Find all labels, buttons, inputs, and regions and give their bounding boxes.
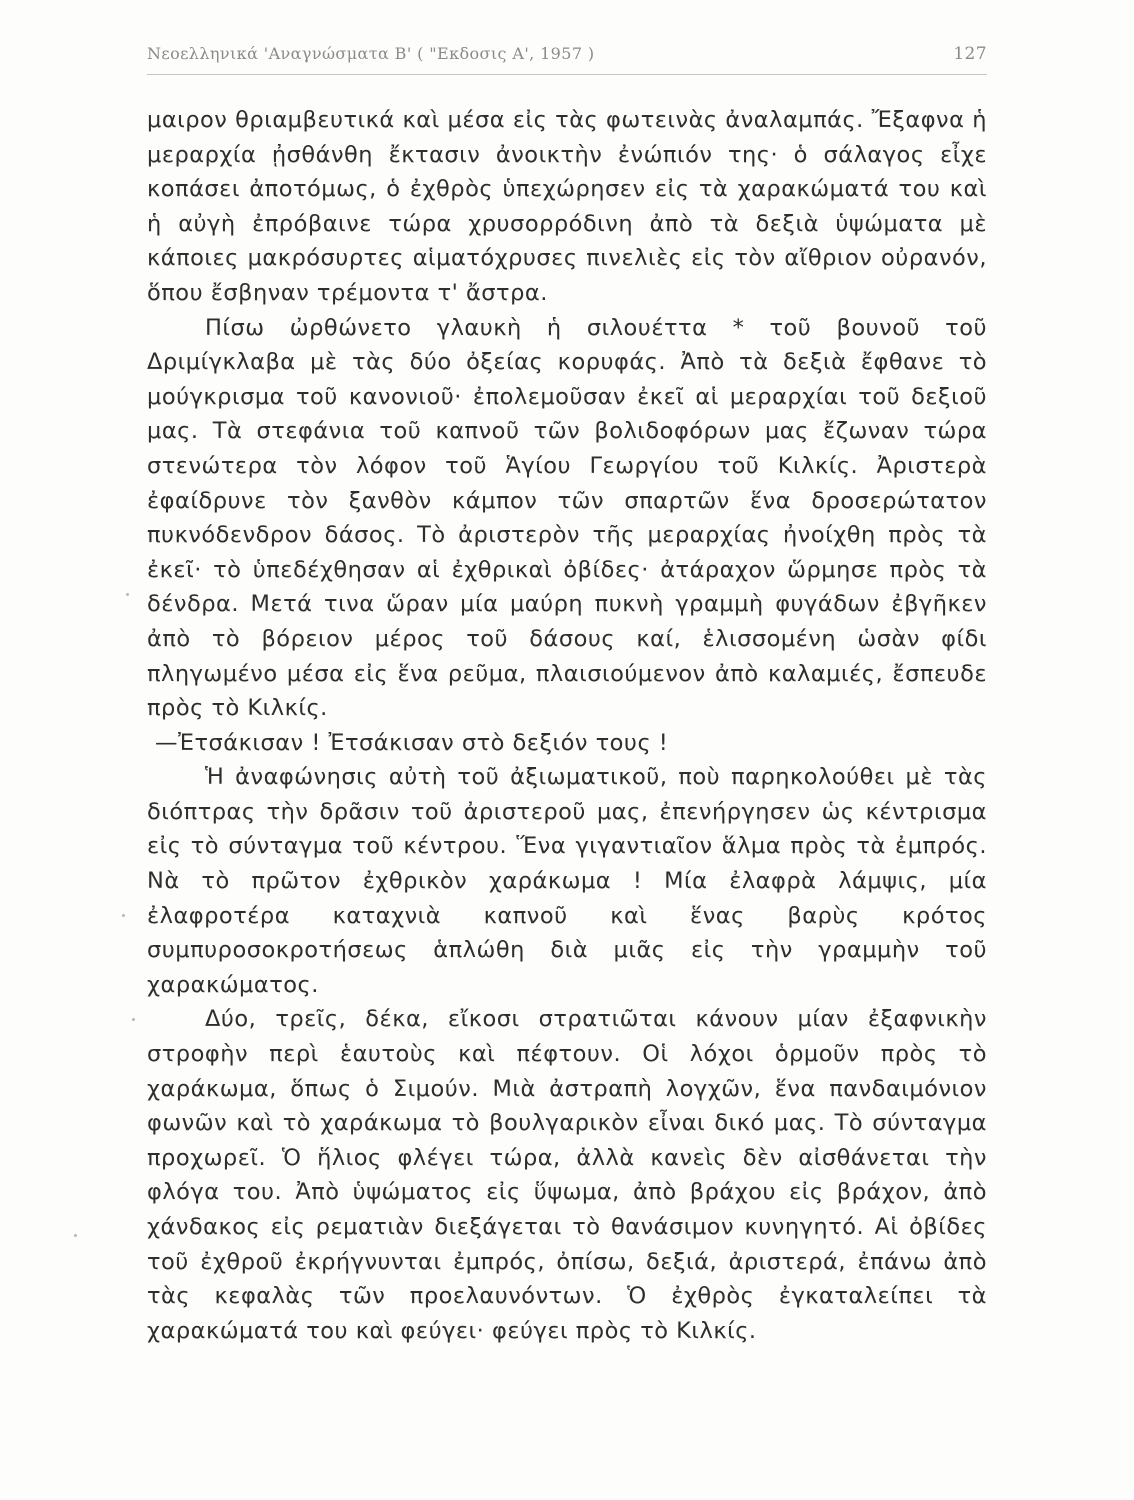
scan-speck [132,1018,135,1021]
book-title: Νεοελληνικά 'Αναγνώσματα Β' ( "Εκδοσις Α', 1957 ) [147,44,595,63]
page-body [147,103,987,1348]
paragraph-assault: Δύο, τρεῖς, δέκα, εἴκοσι στρατιῶται κάνουν μίαν ἐξαφνικὴν στροφὴν περὶ ἑαυτοὺς καὶ πέφτουν. Οἱ λόχοι ὁρμοῦν πρὸς τὸ χαράκωμα, ὅπως ὁ Σιμούν. Μιὰ ἀστραπὴ λογχῶν, ἕνα πανδαιμόνιον φωνῶν καὶ τὸ χαράκωμα τὸ βουλγαρικὸν εἶναι δικό μας. Τὸ σύνταγμα προχωρεῖ. Ὁ ἥλιος φλέγει τώρα, ἀλλὰ κανεὶς δὲν αἰσθάνεται τὴν φλόγα του. Ἀπὸ ὑψώματος εἰς ὕψωμα, ἀπὸ βράχου εἰς βράχον, ἀπὸ χάνδακος εἰς ρεματιὰν διεξάγεται τὸ θανάσιμον κυνηγητό. Αἱ ὀβίδες τοῦ ἐχθροῦ ἐκρήγνυνται ἐμπρός, ὀπίσω, δεξιά, ἀριστερά, ἐπάνω ἀπὸ τὰς κεφαλὰς τῶν προελαυνόντων. Ὁ ἐχθρὸς ἐγκαταλείπει τὰ χαρακώματά του καὶ φεύγει· φεύγει πρὸς τὸ Κιλκίς. [147,1006,987,1344]
running-header [147,40,987,70]
paragraph-silhouette: Πίσω ὠρθώνετο γλαυκὴ ἡ σιλουέττα * τοῦ βουνοῦ τοῦ Δριμίγκλαβα μὲ τὰς δύο ὀξείας κορυφάς. Ἀπὸ τὰ δεξιὰ ἔφθανε τὸ μούγκρισμα τοῦ κανονιοῦ· ἐπολεμοῦσαν ἐκεῖ αἱ μεραρχίαι τοῦ δεξιοῦ μας. Τὰ στεφάνια τοῦ καπνοῦ τῶν βολιδοφόρων μας ἔζωναν τώρα στενώτερα τὸν λόφον τοῦ Ἁγίου Γεωργίου τοῦ Κιλκίς. Ἀριστερὰ ἐφαίδρυνε τὸν ξανθὸν κάμπον τῶν σπαρτῶν ἕνα δροσερώτατον πυκνόδενδρον δάσος. Τὸ ἀριστερὸν τῆς μεραρχίας ἠνοίχθη πρὸς τὰ ἐκεῖ· τὸ ὑπεδέχθησαν αἱ ἐχθρικαὶ ὀβίδες· ἀτάραχον ὥρμησε πρὸς τὰ δένδρα. Μετά τινα ὥραν μία μαύρη πυκνὴ γραμμὴ φυγάδων ἐβγῆκεν ἀπὸ τὸ βόρειον μέρος τοῦ δάσους καί, ἑλισσομένη ὡσὰν φίδι πληγωμένο μέσα εἰς ἕνα ρεῦμα, πλαισιούμενον ἀπὸ καλαμιές, ἔσπευδε πρὸς τὸ Κιλκίς. [147,314,987,722]
paragraph-officer-exclamation: Ἡ ἀναφώνησις αὐτὴ τοῦ ἀξιωματικοῦ, ποὺ παρηκολούθει μὲ τὰς διόπτρας τὴν δρᾶσιν τοῦ ἀριστεροῦ μας, ἐπενήργησεν ὡς κέντρισμα εἰς τὸ σύνταγμα τοῦ κέντρου. Ἕνα γιγαντιαῖον ἅλμα πρὸς τὰ ἐμπρός. Νὰ τὸ πρῶτον ἐχθρικὸν χαράκωμα ! Μία ἐλαφρὰ λάμψις, μία ἐλαφροτέρα καταχνιὰ καπνοῦ καὶ ἕνας βαρὺς κρότος συμπυροσοκροτήσεως ἁπλώθη διὰ μιᾶς εἰς τὴν γραμμὴν τοῦ χαρακώματος. [147,764,987,998]
page-number: 127 [953,44,987,64]
scan-speck [126,593,129,596]
scan-speck [122,914,125,917]
scan-speck [74,1234,77,1237]
paragraph-dialogue: —Ἐτσάκισαν ! Ἐτσάκισαν στὸ δεξιόν τους ! [155,729,669,756]
header-rule [147,74,987,75]
paragraph-continuation: μαιρον θριαμβευτικά καὶ μέσα εἰς τὰς φωτεινὰς ἀναλαμπάς. Ἔξαφνα ἡ μεραρχία ᾐσθάνθη ἔκτασιν ἀνοικτὴν ἐνώπιόν της· ὁ σάλαγος εἶχε κοπάσει ἀποτόμως, ὁ ἐχθρὸς ὑπεχώρησεν εἰς τὰ χαρακώματά του καὶ ἡ αὐγὴ ἐπρόβαινε τώρα χρυσορρόδινη ἀπὸ τὰ δεξιὰ ὑψώματα μὲ κάποιες μακρόσυρτες αἱματόχρυσες πινελιὲς εἰς τὸν αἴθριον οὐρανόν, ὅπου ἔσβηναν τρέμοντα τ' ἄστρα. [147,107,987,306]
